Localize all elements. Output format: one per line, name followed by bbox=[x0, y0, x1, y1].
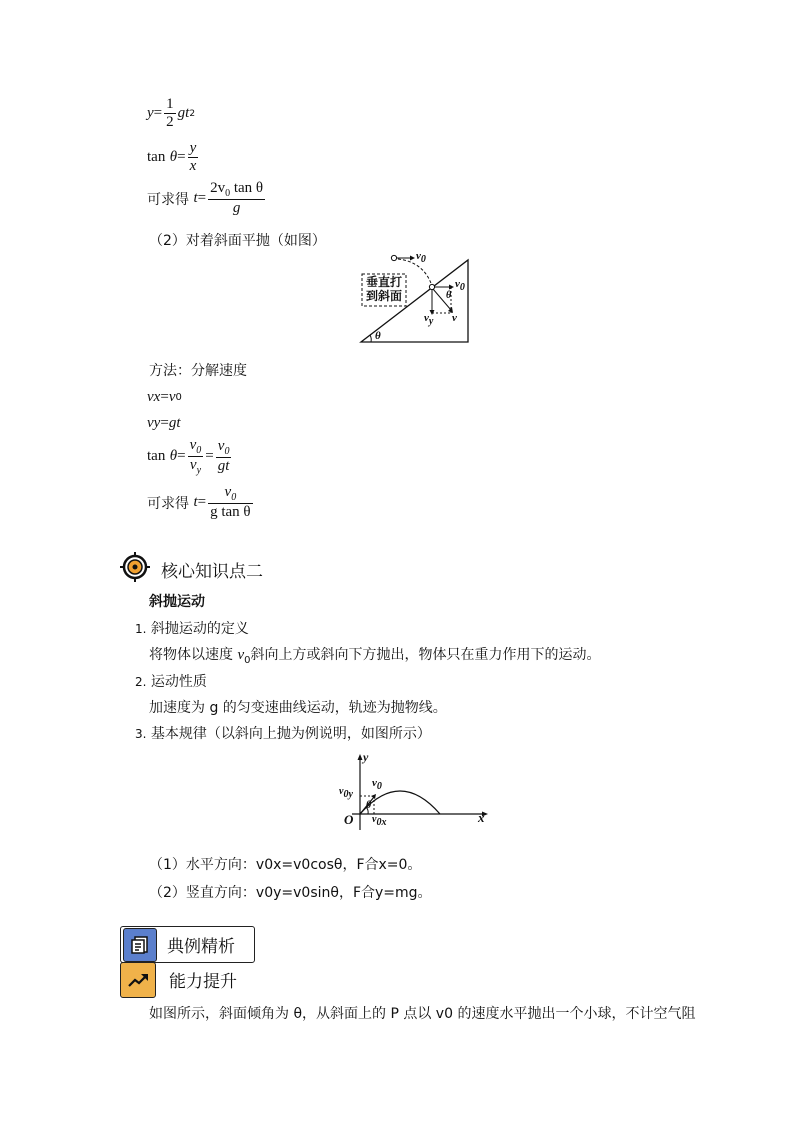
label-theta-mid: θ bbox=[446, 290, 452, 301]
label-v0y bbox=[339, 786, 353, 800]
frac-den: x bbox=[189, 158, 197, 174]
frac-num bbox=[208, 484, 253, 503]
v: v bbox=[217, 438, 225, 454]
solve-prefix: 可求得 bbox=[147, 191, 189, 208]
rule-v-prefix: （2）竖直方向： bbox=[149, 885, 256, 901]
ball-impact bbox=[429, 284, 434, 289]
item3-title-row bbox=[135, 724, 431, 744]
ability-badge bbox=[120, 962, 260, 997]
formula-tan-v0-vy: tan θ = $\frac{v_0}{v_y}$ = $\frac{v_0}{gt}$ bbox=[147, 437, 230, 476]
v: v bbox=[372, 777, 377, 789]
v: v bbox=[455, 278, 460, 290]
v: v bbox=[339, 786, 344, 797]
fraction-half bbox=[164, 96, 176, 131]
target-svg bbox=[120, 552, 150, 582]
solve-prefix: 可求得 bbox=[147, 495, 189, 512]
label-theta: θ bbox=[366, 800, 372, 811]
equals: = bbox=[197, 190, 207, 206]
sub: 0 bbox=[376, 781, 382, 793]
var-v: v bbox=[147, 389, 154, 405]
figure-projectile bbox=[338, 752, 490, 832]
equals: = bbox=[153, 105, 163, 121]
var-v: v bbox=[147, 415, 154, 431]
ability-badge-label: 能力提升 bbox=[169, 972, 237, 992]
kp2-subheading: 斜抛运动 bbox=[149, 594, 205, 610]
item1-body-b: 斜向上方或斜向下方抛出，物体只在重力作用下的运动。 bbox=[250, 647, 601, 663]
formula-y-half-gt2 bbox=[147, 96, 195, 131]
example-badge bbox=[120, 926, 255, 963]
sub: 0 bbox=[196, 445, 202, 456]
frac-num bbox=[188, 437, 204, 456]
frac-den bbox=[188, 456, 204, 476]
y-axis-arrowhead bbox=[358, 754, 363, 760]
frac-den: g tan θ bbox=[210, 504, 251, 520]
fraction-t2 bbox=[208, 484, 253, 521]
label-v0-top bbox=[416, 250, 426, 265]
var-v: v bbox=[168, 389, 176, 405]
item1-title: 斜抛运动的定义 bbox=[150, 621, 249, 637]
fraction-v0-vy bbox=[188, 437, 204, 476]
figure-incline bbox=[358, 252, 472, 346]
sub: y bbox=[196, 465, 202, 476]
var-t: t bbox=[193, 190, 198, 206]
formula-tan-y-x bbox=[147, 140, 200, 175]
item3-title: 基本规律（以斜向上抛为例说明，如图所示） bbox=[150, 726, 431, 742]
label-theta-base: θ bbox=[375, 330, 381, 342]
item2-title-row bbox=[135, 672, 207, 692]
item1-body-a: 将物体以速度 bbox=[149, 647, 238, 663]
rule-horizontal bbox=[149, 855, 421, 875]
ball-start bbox=[391, 255, 396, 260]
frac-den: 2 bbox=[166, 114, 174, 130]
item2-number: 2. bbox=[135, 675, 147, 689]
v: v bbox=[189, 457, 197, 473]
target-icon bbox=[120, 552, 150, 582]
frac-den: g bbox=[208, 199, 265, 217]
theta: θ bbox=[169, 149, 178, 165]
sub: 0x bbox=[376, 817, 387, 828]
trajectory bbox=[360, 791, 440, 814]
frac-num: 1 bbox=[166, 96, 174, 112]
v: v bbox=[416, 250, 421, 262]
num-text: 2v bbox=[210, 180, 226, 196]
annotation-text bbox=[364, 275, 404, 303]
frac-num: y bbox=[189, 140, 197, 156]
item1-title-row bbox=[135, 619, 249, 639]
label-vy bbox=[424, 312, 433, 327]
rule-h-text: v0x=v0cosθ，F合x=0。 bbox=[255, 857, 422, 873]
example-badge-label: 典例精析 bbox=[167, 937, 235, 957]
trend-svg bbox=[127, 972, 149, 988]
num-tail: tan θ bbox=[230, 180, 264, 196]
exponent: 2 bbox=[189, 108, 196, 119]
item1-body bbox=[149, 645, 601, 671]
annotation-line1: 垂直打 bbox=[365, 275, 402, 289]
section-2-title: （2）对着斜面平抛（如图） bbox=[149, 233, 326, 249]
item2-body: 加速度为 g 的匀变速曲线运动，轨迹为抛物线。 bbox=[149, 700, 447, 716]
rule-v-text: v0y=v0sinθ，F合y=mg。 bbox=[255, 885, 432, 901]
num-sub: 0 bbox=[225, 188, 231, 199]
sub: y bbox=[153, 415, 161, 431]
problem-text: 如图所示，斜面倾角为 θ，从斜面上的 P 点以 v0 的速度水平抛出一个小球，不计空气阻 bbox=[149, 1006, 696, 1022]
v0-top-arrowhead bbox=[410, 256, 415, 261]
v: v bbox=[424, 312, 429, 324]
frac-den: gt bbox=[217, 458, 230, 474]
v: v bbox=[189, 437, 197, 453]
formula-t-solution-1 bbox=[147, 180, 267, 217]
fraction-v0-gt bbox=[216, 438, 232, 475]
tan-label: tan bbox=[147, 149, 166, 165]
rule-h-prefix: （1）水平方向： bbox=[149, 857, 256, 873]
fraction-y-x bbox=[188, 140, 199, 175]
var-gt: gt bbox=[168, 415, 181, 431]
fraction-t1 bbox=[208, 180, 265, 217]
formula-vx: v x = v 0 bbox=[147, 389, 182, 405]
formula-vy: v y = gt bbox=[147, 415, 181, 431]
sub: 0y bbox=[343, 789, 353, 800]
sub: 0 bbox=[231, 492, 237, 503]
label-axis-x: x bbox=[478, 810, 485, 825]
rule-vertical bbox=[149, 883, 432, 903]
formula-t-solution-2: 可求得 t = $\frac{v_0}{\text{g tan θ}}$ bbox=[147, 484, 251, 520]
var-t: t bbox=[193, 494, 198, 510]
method-line: 方法：分解速度 bbox=[149, 363, 247, 379]
item2-title: 运动性质 bbox=[150, 674, 207, 690]
item3-number: 3. bbox=[135, 727, 147, 741]
label-origin: O bbox=[344, 812, 354, 827]
label-v: v bbox=[452, 312, 457, 324]
label-v0 bbox=[372, 777, 382, 792]
frac-num bbox=[216, 438, 232, 457]
var-v: v bbox=[237, 647, 245, 663]
v: v bbox=[224, 484, 232, 500]
sub: 0 bbox=[175, 392, 182, 403]
sub: 0 bbox=[459, 282, 465, 294]
annotation-line2: 到斜面 bbox=[365, 289, 402, 303]
label-v0x bbox=[372, 814, 386, 828]
document-icon bbox=[123, 928, 157, 962]
document-svg bbox=[130, 935, 150, 955]
trend-up-icon bbox=[120, 962, 156, 998]
theta: θ bbox=[169, 448, 178, 464]
equals: = bbox=[177, 149, 186, 165]
sub: 0 bbox=[224, 446, 230, 457]
label-v0-right bbox=[455, 278, 465, 293]
label-axis-y: y bbox=[363, 750, 369, 764]
sub: 0 bbox=[420, 254, 426, 266]
sub: y bbox=[428, 316, 434, 328]
item1-number: 1. bbox=[135, 622, 147, 636]
v: v bbox=[372, 814, 377, 825]
kp2-heading: 核心知识点二 bbox=[161, 562, 263, 582]
base-angle-arc bbox=[370, 335, 371, 342]
var-y: y bbox=[147, 105, 154, 121]
tan-label: tan bbox=[147, 448, 166, 464]
projectile-svg bbox=[338, 752, 490, 832]
sub: 0 bbox=[244, 654, 251, 666]
var-gt: gt bbox=[177, 105, 190, 121]
frac-num bbox=[208, 180, 265, 199]
sub: x bbox=[153, 389, 161, 405]
